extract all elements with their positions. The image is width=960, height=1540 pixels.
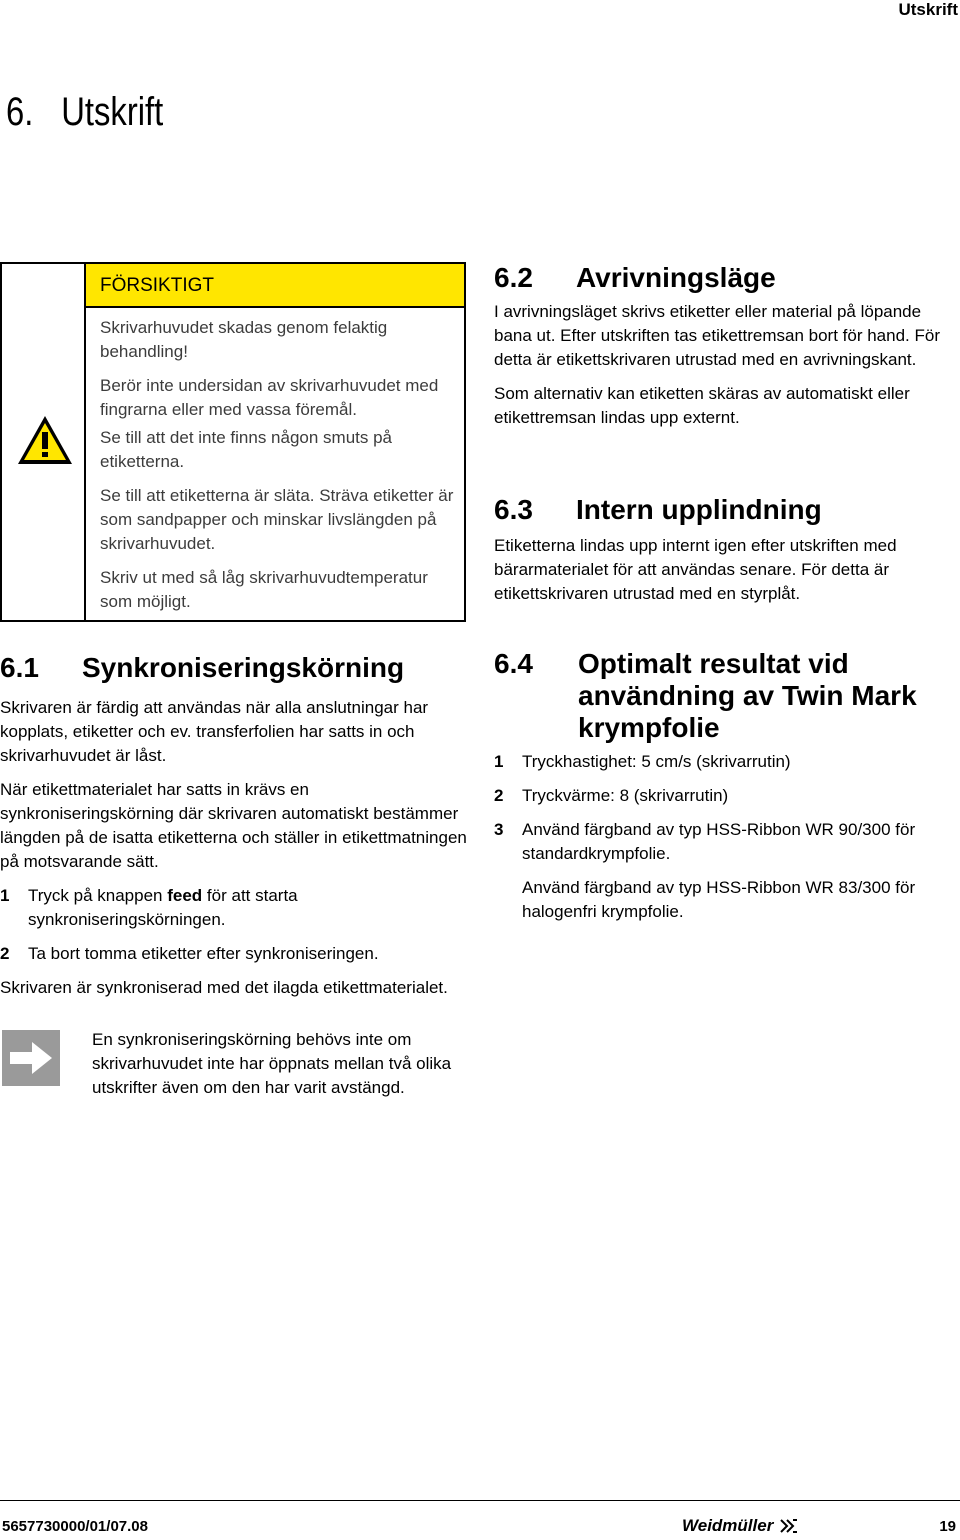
paragraph: Som alternativ kan etiketten skäras av automatiskt eller etikettremsan lindas upp externt. [494,384,910,427]
list-item [494,818,958,866]
warning-label: FÖRSIKTIGT [100,275,214,296]
note-arrow-icon [2,1030,60,1086]
brand-name: Weidmüller [682,1516,774,1535]
section-6-4-body [494,750,958,934]
brand-logo [682,1516,799,1536]
warning-paragraph: Se till att det inte finns någon smuts på etiketterna. [100,428,393,471]
section-6-2-heading [494,262,776,294]
list-text: Använd färgband av typ HSS-Ribbon WR 90/300 för standardkrympfolie. [522,820,916,863]
paragraph: Etiketterna lindas upp internt igen efter utskriften med bärarmaterialet för att användas senare. För detta är etikettskrivaren utrustad med en styrplåt. [494,536,897,603]
section-6-3-body [494,534,934,616]
section-number: 6.4 [494,648,533,679]
section-6-3-heading [494,494,822,526]
step-item [0,942,470,966]
list-item-continuation [494,876,958,924]
section-title: Intern upplindning [576,494,822,525]
list-text: Använd färgband av typ HSS-Ribbon WR 83/300 för halogenfri krympfolie. [522,878,916,921]
paragraph: I avrivningsläget skrivs etiketter eller material på löpande bana ut. Efter utskriften tas etikettremsan bort för hand. För detta är etikettskrivaren utrustad med en avrivningskant. [494,302,940,369]
step-number: 2 [0,944,10,963]
step-number: 1 [0,886,10,905]
section-6-4-heading [494,648,954,748]
list-number: 1 [494,752,504,771]
brand-mark-icon [779,1518,799,1534]
running-header: Utskrift [898,0,958,19]
warning-paragraph: Berör inte undersidan av skrivarhuvudet med fingrarna eller med vassa föremål. [100,376,439,419]
warning-paragraph: Skriv ut med så låg skrivarhuvudtemperatur som möjligt. [100,568,428,611]
section-number: 6.1 [0,652,39,683]
warning-paragraph: Se till att etiketterna är släta. Sträva etiketter är som sandpapper och minskar livslängden på skrivarhuvudet. [100,486,454,553]
document-number: 5657730000/01/07.08 [2,1518,148,1535]
section-6-1-body [0,696,470,1010]
section-6-2-body [494,300,956,440]
page-title [6,90,163,135]
list-item [494,750,958,774]
key-name: feed [167,886,203,905]
paragraph: När etikettmaterialet har satts in krävs en synkroniseringskörning där skrivaren automatiskt bestämmer längden på de isatta etiketterna och ställer in etikettmatningen på motsvarande sätt. [0,780,467,871]
section-title: Optimalt resultat vid användning av Twin Mark krympfolie [578,648,917,743]
step-text: Ta bort tomma etiketter efter synkroniseringen. [28,944,379,963]
paragraph: Skrivaren är färdig att användas när alla anslutningar har kopplats, etiketter och ev. transferfolien har satts in och skrivarhuvudet är låst. [0,698,429,765]
paragraph: Skrivaren är synkroniserad med det ilagda etikettmaterialet. [0,978,448,997]
warning-triangle-icon [16,414,74,466]
warning-body [100,316,456,624]
step-text-after: för att starta synkroniseringskörningen. [28,886,298,929]
section-title: Synkroniseringskörning [82,652,405,683]
section-number: 6.2 [494,262,533,293]
list-number: 3 [494,820,504,839]
step-item [0,884,470,932]
warning-icon-cell [2,264,86,620]
list-text: Tryckhastighet: 5 cm/s (skrivarrutin) [522,752,791,771]
step-text-before: Tryck på knappen [28,886,168,905]
list-item [494,784,958,808]
section-title: Avrivningsläge [576,262,776,293]
warning-box [0,262,466,622]
list-text: Tryckvärme: 8 (skrivarrutin) [522,786,729,805]
page-title-number: 6. [6,90,34,134]
page-title-text: Utskrift [61,90,164,134]
footer-divider [0,1500,960,1501]
note-text: En synkroniseringskörning behövs inte om skrivarhuvudet inte har öppnats mellan två olika utskrifter även om den har varit avstängd. [92,1030,452,1097]
warning-paragraph: Skrivarhuvudet skadas genom felaktig behandling! [100,318,388,361]
list-number: 2 [494,786,504,805]
section-number: 6.3 [494,494,533,525]
page-number: 19 [939,1518,956,1535]
warning-header [86,264,464,308]
section-6-1-heading [0,652,404,684]
